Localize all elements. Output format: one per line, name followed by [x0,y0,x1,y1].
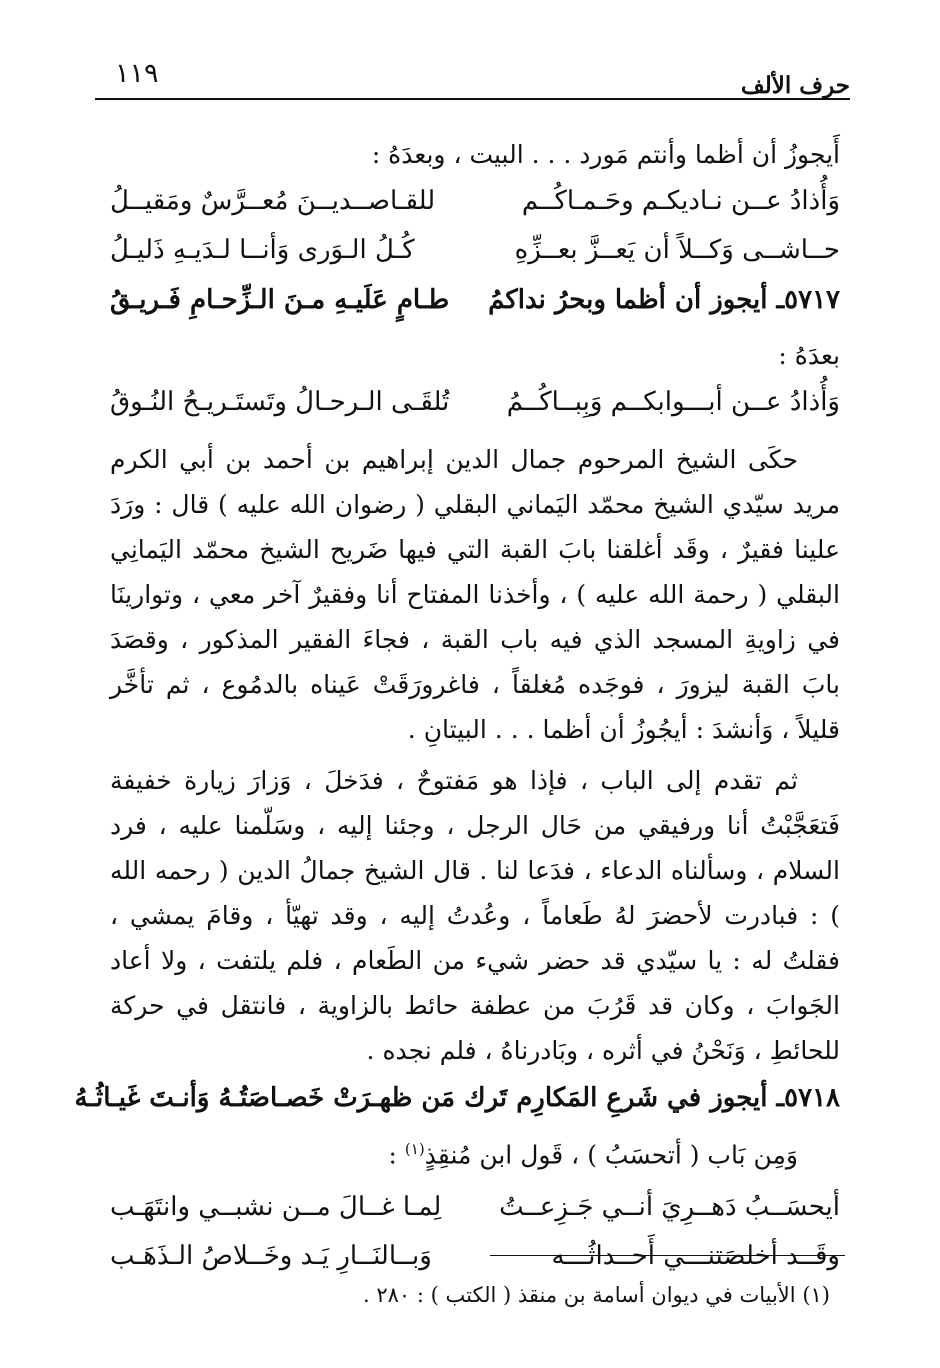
verse-second-hemistich: كُـلُ الـوَرى وَأنــا لـدَيـهِ ذَليـلُ [110,235,415,265]
bab-line [110,1127,840,1177]
verse-line [110,177,840,226]
verse-line [110,1232,840,1281]
page-number: ١١٩ [115,58,159,89]
header-divider [95,98,850,100]
running-header [95,52,850,99]
chapter-title: حرف الألف [740,72,850,99]
paragraph-story-1: حكَى الشيخ المرحوم جمال الدين إبراهيم بن أحمد بن أبي الكرم مريد سيّدي الشيخ محمّد اليَماني البقلي ( رضوان الله عليه ) قال : ورَدَ علينا فقيرٌ ، وقَد أغلقنا بابَ القبة التي فيها ضَريح الشيخ محمّد اليَمانِي البقلي ( رحمة الله عليه ) ، وأخذنا المفتاح أنا وفقيرٌ آخر معي ، وتوارينَا في زاويةِ المسجد الذي فيه باب القبة ، فجاءَ الفقير المذكور ، وقصَدَ بابَ القبة ليزورَ ، فوجَده مُغلقاً ، فاغرورَقَتْ عَيناه بالدمُوع ، ثم تأخَّر قليلاً ، وَأنشدَ : أيجُوزُ أن أظما . . . البيتانِ . [110,445,840,744]
verse-second-hemistich: لِمـا غــالَ مــن نشبــي وانتَهَـب [110,1192,442,1223]
verse-first-hemistich: أيحسَــبُ دَهــرِيَ أنــي جَـزِعــتُ [499,1192,840,1223]
verse-first-hemistich: وقَــد أخلصَتنـــي أَحــداثُـــه [551,1241,840,1272]
verse-second-hemistich: للقـاصــديــنَ مُعــرَّسٌ ومَقيــلُ [110,186,436,216]
main-text [74,132,840,1281]
footnote-text: الأبيات في ديوان أسامة بن منقذ ( الكتب ) : ٢٨٠ . [363,1283,796,1307]
footnote-reference: (١) [404,1140,425,1158]
paragraph-story-2: ثم تقدم إلى الباب ، فإذا هو مَفتوحٌ ، فدَخلَ ، وَزارَ زيارة خفيفة فَتعَجَّبْتُ أنا ورفيقي من حَال الرجل ، وجئنا إليه ، وسَلّمنا عليه ، فرد السلام ، وسألناه الدعاء ، فدَعا لنا . قال الشيخ جمالُ الدين ( رحمه الله ) : فبادرت لأحضرَ لهُ طَعاماً ، وعُدتُ إليه ، وقد تهيّأ ، وقامَ يمشي ، فقلتُ له : يا سيّدي قد حضر شيء من الطَعام ، فلم يلتفت ، ولا أعاد الجَوابَ ، وكان قد قَرُبَ من عطفة حائط بالزاوية ، فانتقل في حركة للحائطِ ، وَنَحْنُ في أثره ، وبَادرناهُ ، فلم نجده . [110,766,840,1065]
verse-first-hemistich: وَأُذادُ عــن أبـــوابكــم وَبِبــاكُــمُ [506,387,840,417]
entry-second-hemistich: طـامٍ عَلَيـهِ مـنَ الـزِّحـامِ فَـريـقُ [110,285,450,315]
verse-second-hemistich: تُلقَـى الـرحـالُ وتَستَـريـحُ النُـوقُ [110,387,450,417]
entry-text: أيجوز في شَرعِ المَكارِم تَرك مَن ظهـرَتْ خَصـاصَتُـهُ وَأنـتَ غَيـاثُـهُ [74,1083,768,1113]
verse-line [110,226,840,275]
bab-text: وَمِن بَاب ( أتحسَبُ ) ، قَول ابن مُنقِذٍ [424,1140,798,1170]
footnote-divider [490,1255,845,1256]
entry-first-text: أيجوز أن أظما وبحرُ نداكمُ [488,285,768,315]
entry-first-hemistich [488,275,840,325]
entry-5718 [74,1073,840,1123]
after-label: بعدَهُ : [778,341,840,370]
verse-first-hemistich: حــاشــى وَكــلاً أن يَعــزَّ بعــزِّهِ [514,235,840,265]
entry-5717 [110,275,840,325]
verse-line [110,378,840,427]
verse-first-hemistich: وَأُذادُ عــن نـاديكـم وحَـمـاكُــم [521,186,840,216]
footnote-marker: (١) [802,1283,830,1307]
entry-number: ٥٧١٧ـ [776,285,840,315]
verse-second-hemistich: وَبــالنَــارِ يَـد وخَــلاصُ الـذَهَـب [110,1241,432,1272]
bab-colon: : [388,1140,405,1170]
entry-number: ٥٧١٨ـ [776,1083,840,1113]
intro-line: أَيجوزُ أن أظما وأنتم مَورد . . . البيت ، وبعدَهُ : [371,140,840,169]
footnote [110,1280,830,1310]
verse-line [110,1183,840,1232]
